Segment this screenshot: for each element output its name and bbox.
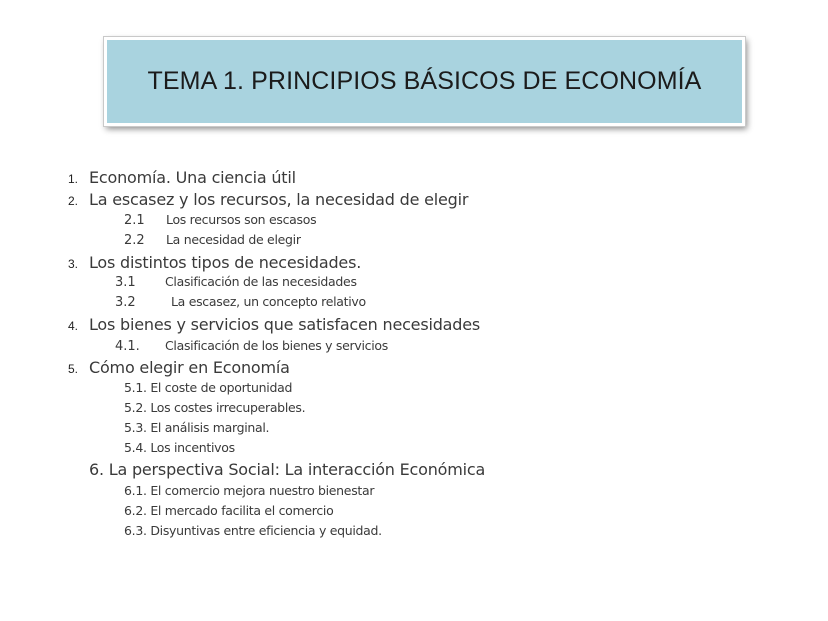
toc-subitem-label: Clasificación de las necesidades: [165, 274, 357, 289]
toc-item-label: Los distintos tipos de necesidades.: [89, 253, 362, 272]
toc-item-number: 2.: [68, 194, 79, 208]
toc-subitem-label: 6.1. El comercio mejora nuestro bienestar: [124, 483, 375, 498]
toc-item-label: Cómo elegir en Economía: [89, 358, 290, 377]
toc-subitem-label: 5.1. El coste de oportunidad: [124, 380, 293, 395]
toc-item-label: Economía. Una ciencia útil: [89, 168, 296, 187]
toc-subitem-label: 5.3. El análisis marginal.: [124, 420, 270, 435]
toc-subitem-number: 2.2: [124, 233, 145, 248]
toc-item-number: 5.: [68, 362, 79, 376]
toc-item-label: 6. La perspectiva Social: La interacción Económica: [89, 460, 486, 479]
toc-subitem-label: 6.3. Disyuntivas entre eficiencia y equidad.: [124, 523, 382, 538]
toc-item-number: 4.: [68, 319, 79, 333]
toc-subitem-number: 3.1: [115, 275, 136, 290]
toc-subitem-label: La escasez, un concepto relativo: [171, 294, 366, 309]
toc-subitem-label: 6.2. El mercado facilita el comercio: [124, 503, 334, 518]
toc-subitem-number: 2.1: [124, 213, 145, 228]
toc-subitem-number: 4.1.: [115, 339, 140, 354]
toc-subitem-label: La necesidad de elegir: [166, 232, 301, 247]
toc-item-number: 3.: [68, 257, 79, 271]
toc-subitem-label: Los recursos son escasos: [166, 212, 317, 227]
page-title: TEMA 1. PRINCIPIOS BÁSICOS DE ECONOMÍA: [147, 67, 702, 95]
toc-subitem-label: 5.2. Los costes irrecuperables.: [124, 400, 306, 415]
toc-item-number: 1.: [68, 172, 79, 186]
toc-item-label: Los bienes y servicios que satisfacen necesidades: [89, 315, 481, 334]
toc-subitem-number: 3.2: [115, 295, 136, 310]
toc-subitem-label: 5.4. Los incentivos: [124, 440, 235, 455]
toc-subitem-label: Clasificación de los bienes y servicios: [165, 338, 388, 353]
toc-item-label: La escasez y los recursos, la necesidad de elegir: [89, 190, 469, 209]
title-banner: [104, 37, 745, 126]
